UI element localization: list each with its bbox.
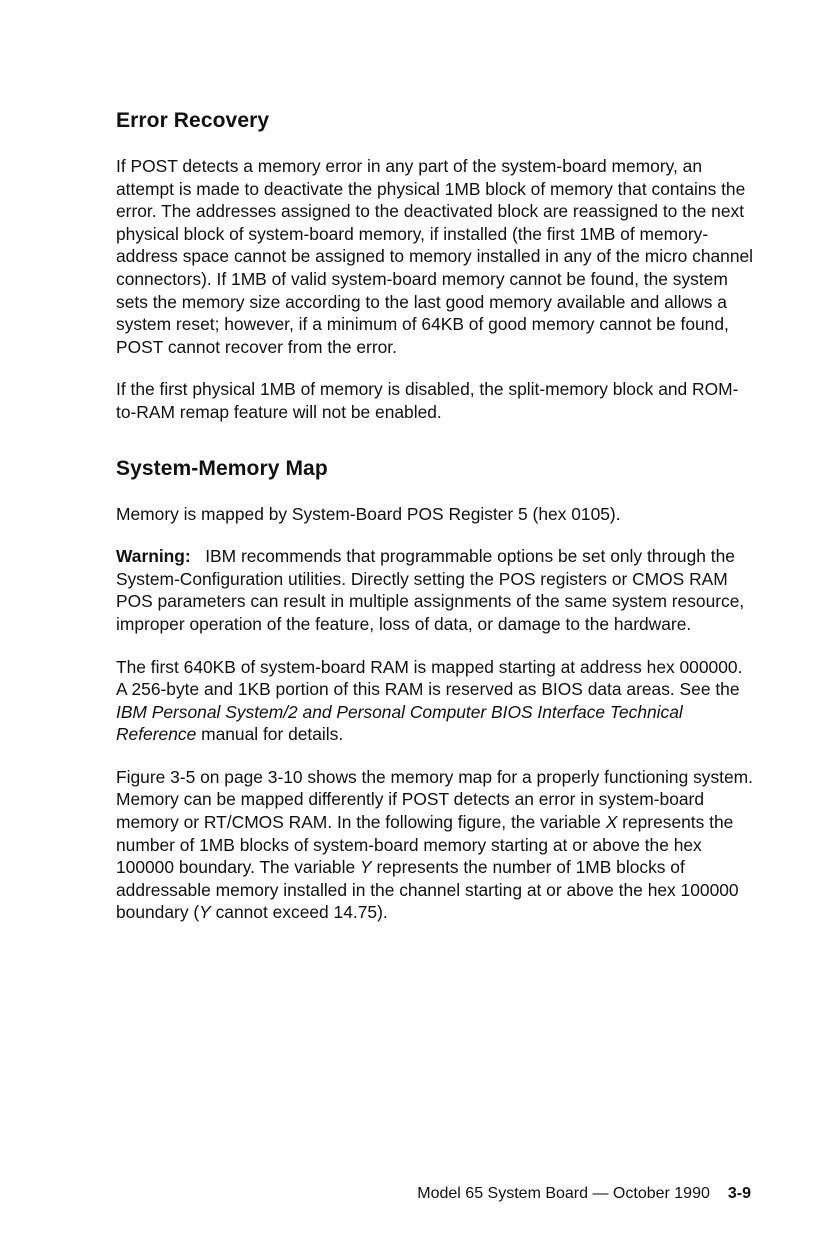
page-footer bbox=[417, 1183, 751, 1205]
p4-part-d: cannot exceed 14.75). bbox=[215, 902, 388, 923]
warning-text: IBM recommends that programmable options be set only through the System-Configuration utilities. Directly setting the POS registers or CMOS RAM POS parameters can result in multiple assignments of the same system resource, improper operation of the feature, loss of data, or damage to the hardware. bbox=[116, 546, 745, 634]
memory-map-paragraph-4 bbox=[116, 766, 756, 924]
memory-map-paragraph-1: Memory is mapped by System-Board POS Register 5 (hex 0105). bbox=[116, 503, 621, 524]
p4-part-b: represents the number of 1MB blocks of system-board memory starting at or above the hex 100000 boundary. The variable bbox=[116, 812, 734, 878]
system-memory-map-heading: System-Memory Map bbox=[116, 456, 328, 480]
footer-text: Model 65 System Board — October 1990 bbox=[417, 1185, 710, 1202]
warning-label: Warning: bbox=[116, 546, 191, 567]
page-number: 3-9 bbox=[727, 1185, 751, 1202]
variable-y-2: Y bbox=[199, 902, 211, 923]
p4-part-c: represents the number of 1MB blocks of addressable memory installed in the channel starting at or above the hex 100000 boundary ( bbox=[116, 857, 739, 923]
variable-x: X bbox=[605, 812, 618, 833]
bios-reference-title: IBM Personal System/2 and Personal Computer BIOS Interface Technical Reference bbox=[116, 701, 683, 745]
error-recovery-paragraph-1: If POST detects a memory error in any part of the system-board memory, an attempt is made to deactivate the physical 1MB block of memory that contains the error. The addresses assigned to the deactivated block are reassigned to the next physical block of system-board memory, if installed (the first 1MB of memory-address space cannot be assigned to memory installed in any of the micro channel connectors). If 1MB of valid system-board memory cannot be found, the system sets the memory size according to the last good memory available and allows a system reset; however, if a minimum of 64KB of good memory cannot be found, POST cannot recover from the error. bbox=[116, 156, 754, 357]
page-content bbox=[116, 104, 756, 924]
error-recovery-paragraph-2: If the first physical 1MB of memory is disabled, the split-memory block and ROM-to-RAM remap feature will not be enabled. bbox=[116, 379, 739, 422]
memory-map-paragraph-3 bbox=[116, 656, 756, 746]
p4-part-a: Figure 3-5 on page 3-10 shows the memory map for a properly functioning system. Memory can be mapped differently if POST detects an error in system-board memory or RT/CMOS RAM. In the following figure, the variable bbox=[116, 766, 753, 833]
p3-start: The first 640KB of system-board RAM is mapped starting at address hex 000000. A 256-byte and 1KB portion of this RAM is reserved as BIOS data areas. See the bbox=[116, 656, 743, 700]
warning-paragraph bbox=[116, 545, 756, 635]
variable-y: Y bbox=[359, 857, 372, 878]
error-recovery-heading: Error Recovery bbox=[116, 109, 270, 132]
p3-end: manual for details. bbox=[201, 724, 344, 745]
